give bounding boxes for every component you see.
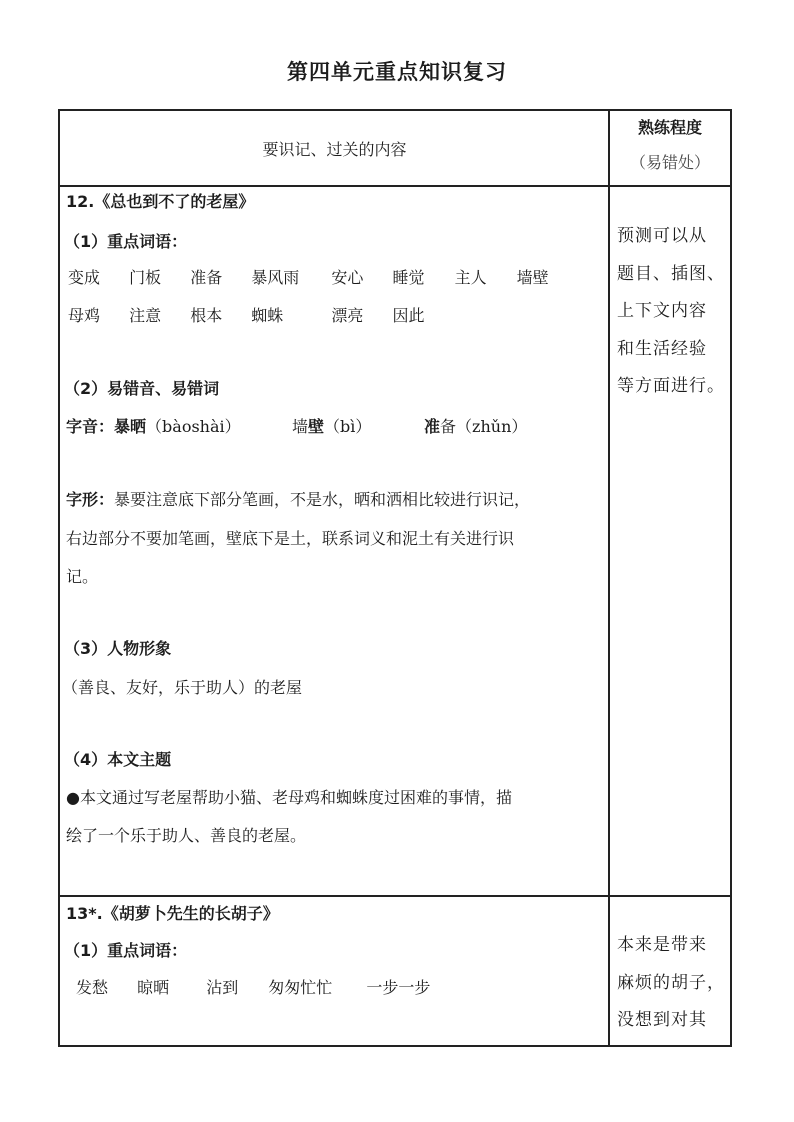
lesson12-pronunciation-item3 — [424, 414, 527, 437]
proficiency-subtitle: （易错处） — [629, 153, 710, 172]
pronunciation-word-key: 壁 — [308, 417, 325, 436]
lesson13-proficiency-note — [617, 927, 725, 1040]
note-line: 上下文内容 — [617, 301, 707, 321]
lesson12-shape-line2: 右边部分不要加笔画，壁底下是土，联系词义和泥土有关进行识 — [66, 529, 515, 548]
table-header-proficiency — [610, 111, 730, 186]
vocab-word: 安心 — [331, 268, 364, 287]
vocab-word: 变成 — [68, 268, 101, 287]
pronunciation-pinyin: （bì） — [324, 417, 372, 436]
vocab-word: 一步一步 — [366, 978, 431, 997]
pronunciation-word: 暴晒 — [114, 417, 147, 436]
note-line: 题目、插图、 — [617, 263, 725, 284]
note-line: 等方面进行。 — [617, 376, 725, 396]
vocab-word: 沾到 — [206, 978, 239, 997]
vocab-word: 睡觉 — [392, 268, 425, 287]
lesson12-theme-line2: 绘了一个乐于助人、善良的老屋。 — [66, 826, 307, 845]
lesson12-vocab-row2 — [68, 303, 424, 326]
vocab-word: 墙壁 — [516, 268, 549, 287]
lesson13-vocab-heading: （1）重点词语： — [64, 941, 188, 960]
pronunciation-pinyin: （bàoshài） — [146, 417, 241, 436]
lesson12-proficiency-note — [617, 218, 725, 406]
vocab-word: 匆匆忙忙 — [268, 978, 333, 997]
lesson12-vocab-row1 — [68, 265, 549, 288]
vocab-word: 主人 — [454, 268, 487, 287]
table-border-bottom — [58, 1045, 732, 1047]
lesson12-character-text: （善良、友好，乐于助人）的老屋 — [62, 678, 303, 697]
note-line: 没想到对其 — [617, 1010, 707, 1030]
note-line: 预测可以从 — [617, 226, 707, 246]
vocab-word: 晾晒 — [137, 978, 170, 997]
shape-text: 暴要注意底下部分笔画，不是水，晒和洒相比较进行识记， — [114, 490, 531, 509]
table-header-content: 要识记、过关的内容 — [262, 140, 407, 159]
table-border-left — [58, 109, 60, 1047]
vocab-word: 漂亮 — [331, 306, 364, 325]
shape-label: 字形： — [66, 490, 115, 509]
lesson12-shape-line3: 记。 — [66, 567, 99, 586]
vocab-word: 暴风雨 — [251, 268, 300, 287]
vocab-word: 门板 — [129, 268, 162, 287]
lesson13-heading: 13*.《胡萝卜先生的长胡子》 — [66, 904, 279, 923]
pronunciation-pinyin: （zhǔn） — [456, 417, 528, 436]
lesson12-vocab-heading: （1）重点词语： — [64, 232, 188, 251]
vocab-word: 母鸡 — [68, 306, 101, 325]
table-column-divider — [608, 109, 610, 1047]
lesson12-theme-line1: ●本文通过写老屋帮助小猫、老母鸡和蜘蛛度过困难的事情，描 — [66, 788, 512, 807]
vocab-word: 根本 — [190, 306, 223, 325]
pronunciation-word-key: 准 — [424, 417, 441, 436]
page-title: 第四单元重点知识复习 — [287, 60, 507, 84]
lesson12-pronunciation-item2 — [292, 414, 371, 437]
pronunciation-word: 备 — [440, 417, 457, 436]
vocab-word: 蜘蛛 — [251, 306, 284, 325]
lesson13-vocab-row1 — [76, 975, 430, 998]
note-line: 和生活经验 — [617, 338, 707, 359]
pronunciation-word: 墙 — [292, 417, 309, 436]
lesson12-character-heading: （3）人物形象 — [64, 639, 172, 658]
lesson12-theme-heading: （4）本文主题 — [64, 750, 172, 769]
note-line: 麻烦的胡子， — [617, 972, 725, 993]
vocab-word: 准备 — [190, 268, 223, 287]
lesson12-pronunciation-heading: （2）易错音、易错词 — [64, 379, 220, 398]
vocab-word: 发愁 — [76, 978, 109, 997]
lesson12-pronunciation-row — [66, 414, 241, 437]
note-line: 本来是带来 — [617, 935, 707, 955]
vocab-word: 注意 — [129, 306, 162, 325]
vocab-word: 因此 — [392, 306, 425, 325]
table-row-divider-lesson — [58, 895, 732, 897]
pronunciation-label: 字音： — [66, 417, 115, 436]
lesson12-shape-line1 — [66, 487, 530, 510]
proficiency-title: 熟练程度 — [637, 118, 702, 137]
lesson12-heading: 12.《总也到不了的老屋》 — [66, 192, 255, 211]
table-border-right — [730, 109, 732, 1047]
